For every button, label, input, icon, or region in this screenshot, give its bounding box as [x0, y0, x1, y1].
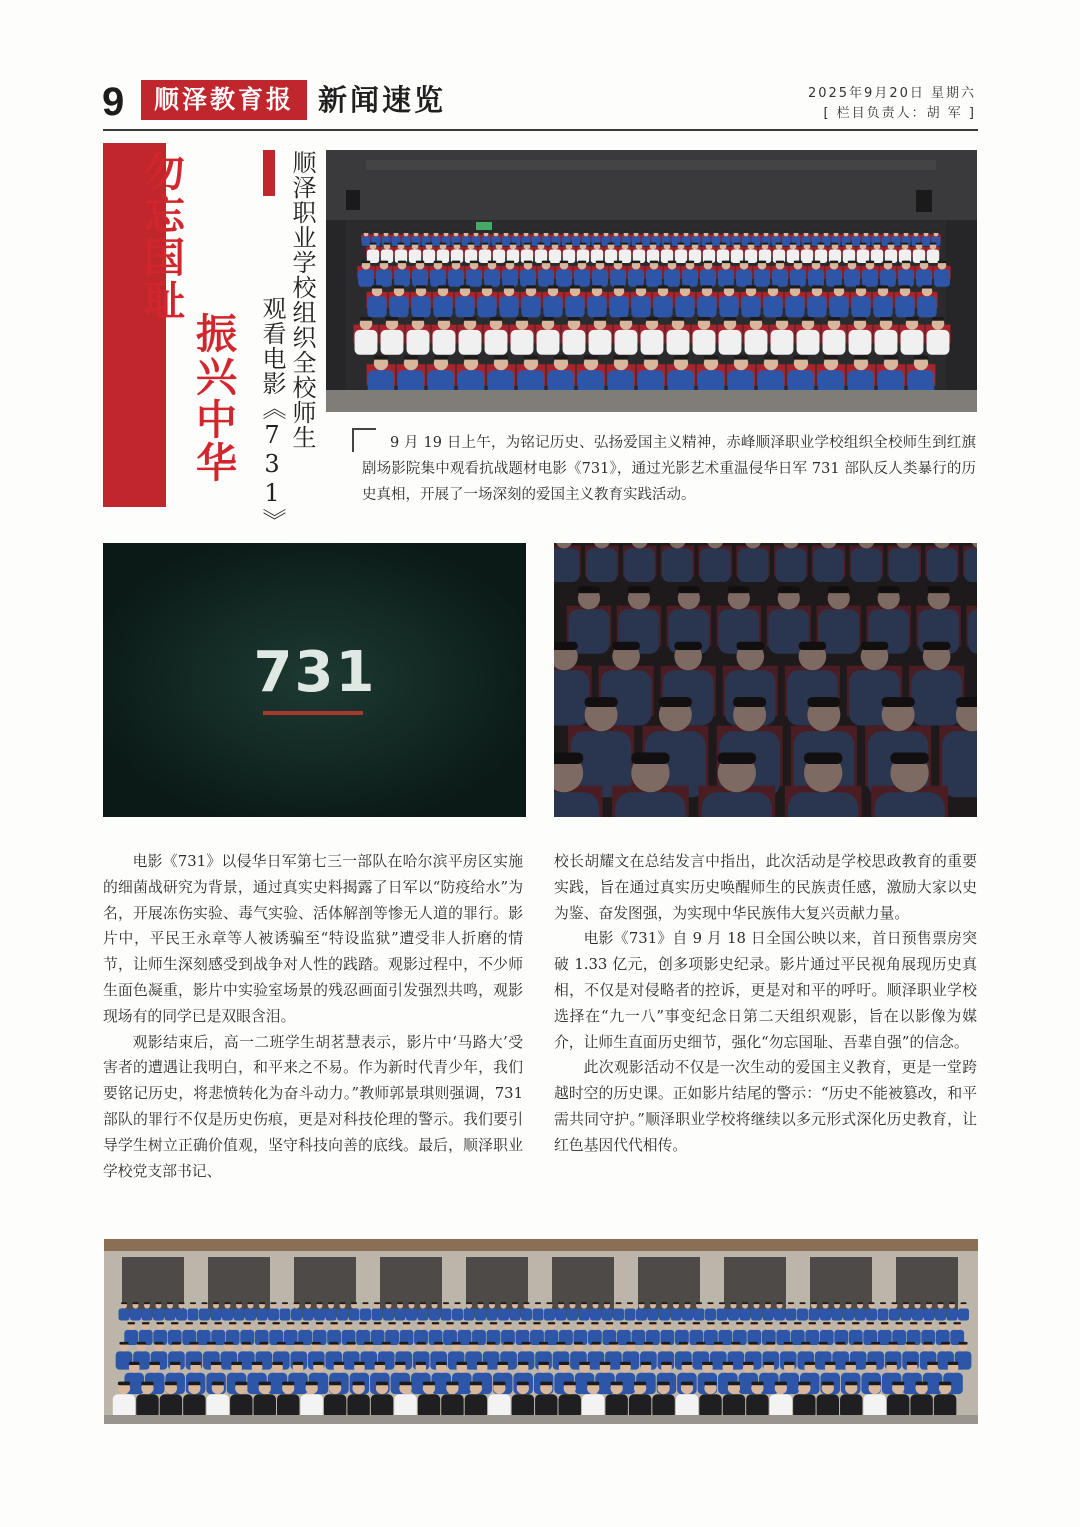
paragraph: 电影《731》自 9 月 18 日全国公映以来，首日预售票房突破 1.33 亿元，创多项影史纪录。影片通过平民视角展现历史真相，不仅是对侵略者的控诉，更是对和平的呼吁。顺泽职业学校选择在“九一八”事变纪念日第二天组织观影，旨在以影像为媒介，让师生直面历史细节，强化“勿忘国耻、吾辈自强”的信念。 [554, 930, 977, 1051]
paragraph: 校长胡耀文在总结发言中指出，此次活动是学校思政教育的重要实践，旨在通过真实历史唤醒师生的民族责任感，激励大家以史为鉴、奋发图强，为实现中华民族伟大复兴贡献力量。 [554, 853, 977, 922]
photo-cinema-audience [326, 150, 977, 412]
subtitle-marker [263, 150, 275, 196]
subheadline-line-1: 顺泽职业学校组织全校师生 [288, 150, 316, 450]
article-column-right [554, 849, 977, 1159]
photo-group-portrait [104, 1239, 978, 1424]
screen-title-text: 731 [253, 640, 377, 705]
article-column-left [103, 849, 523, 1184]
headline-line-1: 勿忘国耻 [137, 150, 185, 322]
paragraph: 电影《731》以侵华日军第七三一部队在哈尔滨平房区实施的细菌战研究为背景，通过真实史料揭露了日军以“防疫给水”为名，开展冻伤实验、毒气实验、活体解剖等惨无人道的罪行。影片中，平民王永章等人被诱骗至“特设监狱”遭受非人折磨的情节，让师生深刻感受到战争对人性的践踏。观影过程中，不少师生面色凝重，影片中实验室场景的残忍画面引发强烈共鸣，观影现场有的同学已是双眼含泪。 [103, 853, 523, 1025]
issue-date: 2025年9月20日 星期六 [807, 86, 976, 101]
header-divider [103, 129, 978, 131]
lead-paragraph [362, 430, 976, 508]
page-number: 9 [102, 80, 125, 124]
section-title: 新闻速览 [318, 83, 447, 117]
paragraph: 观影结束后，高一二班学生胡茗慧表示，影片中‘马路大’受害者的遭遇让我明白，和平来之不易。作为新时代青少年，我们要铭记历史，将悲愤转化为奋斗动力。”教师郭景琪则强调，731 部队的罪行不仅是历史伤痕，更是对科技伦理的警示。我们要引导学生树立正确价值观，坚守科技向善的底线。最后，顺泽职业学校党支部书记、 [103, 1033, 523, 1180]
paragraph: 此次观影活动不仅是一次生动的爱国主义教育，更是一堂跨越时空的历史课。正如影片结尾的警示：“历史不能被篡改，和平需共同守护。”顺泽职业学校将继续以多元形式深化历史教育，让红色基因代代相传。 [554, 1059, 977, 1154]
column-editor: [ 栏目负责人：胡 军 ] [823, 106, 976, 121]
lead-text: 9 月 19 日上午，为铭记历史、弘扬爱国主义精神，赤峰顺泽职业学校组织全校师生到红旗剧场影院集中观看抗战题材电影《731》，通过光影艺术重温侵华日军 731 部队反人类暴行的历史真相，开展了一场深刻的爱国主义教育实践活动。 [362, 435, 976, 503]
subheadline-line-2: 观看电影《731》 [258, 296, 286, 533]
photo-dark-audience [554, 543, 977, 817]
newspaper-masthead: 顺泽教育报 [141, 80, 307, 120]
headline-line-2: 振兴中华 [189, 312, 237, 484]
photo-movie-screen [103, 543, 526, 817]
